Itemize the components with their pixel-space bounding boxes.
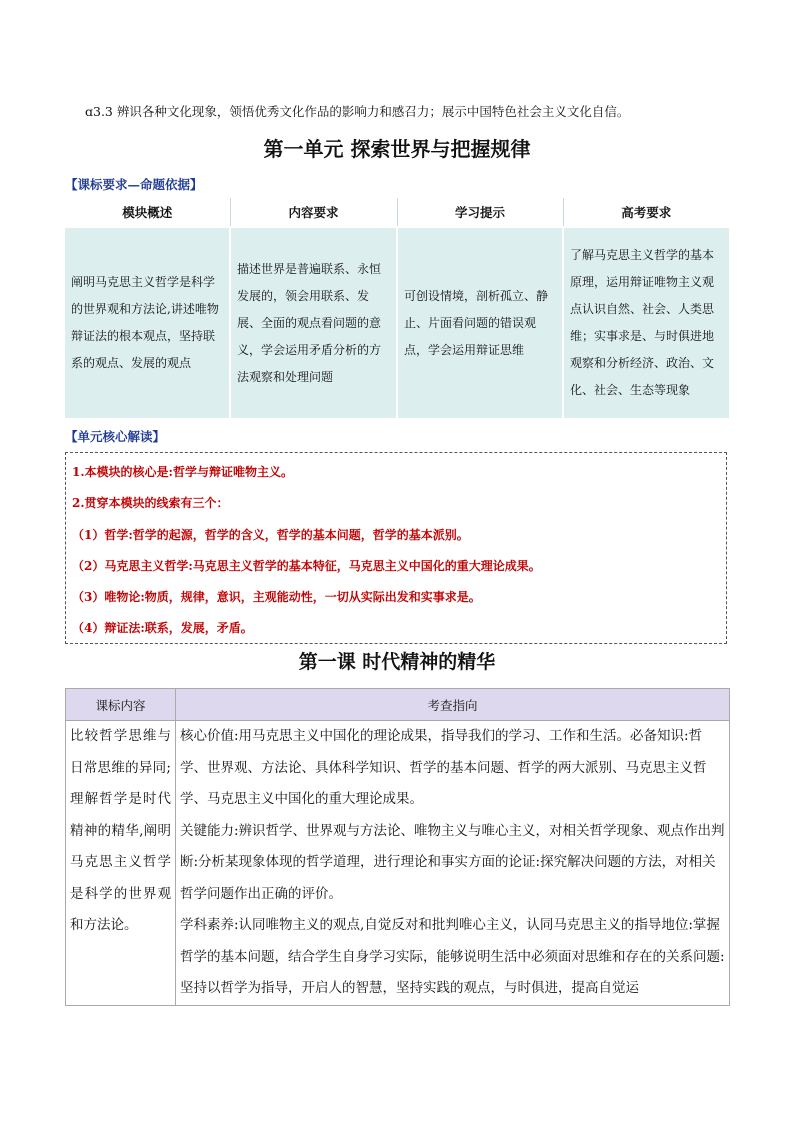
core-line: 1.本模块的核心是:哲学与辩证唯物主义。 bbox=[72, 465, 293, 479]
cell-content-requirements: 描述世界是普遍联系、永恒发展的，领会用联系、发展、全面的观点看问题的意义，学会运用矛盾分析的方法观察和处理问题 bbox=[230, 227, 397, 418]
standards-section-label: 【课标要求—命题依据】 bbox=[65, 177, 203, 192]
lesson-header-row bbox=[66, 689, 730, 721]
header-content-requirements: 内容要求 bbox=[230, 198, 397, 227]
core-line: （3）唯物论:物质，规律，意识，主观能动性，一切从实际出发和实事求是。 bbox=[72, 590, 481, 604]
core-line: （4）辩证法:联系，发展，矛盾。 bbox=[72, 621, 253, 635]
core-interpretation-box bbox=[65, 452, 727, 644]
lesson-title: 第一课 时代精神的精华 bbox=[298, 651, 496, 673]
cell-exam-requirements: 了解马克思主义哲学的基本原理，运用辩证唯物主义观点认识自然、社会、人类思维；实事求是、与时俱进地观察和分析经济、政治、文化、社会、生态等现象 bbox=[563, 227, 729, 418]
header-assessment-focus: 考查指向 bbox=[176, 689, 730, 721]
core-line: 2.贯穿本模块的线索有三个： bbox=[72, 496, 229, 510]
header-learning-tips: 学习提示 bbox=[397, 198, 563, 227]
cell-curriculum-content: 比较哲学思维与日常思维的异同;理解哲学是时代精神的精华,阐明马克思主义哲学是科学的世界观和方法论。 bbox=[66, 721, 176, 1006]
header-curriculum-content: 课标内容 bbox=[66, 689, 176, 721]
intro-text: ɑ3.3 辨识各种文化现象，领悟优秀文化作品的影响力和感召力；展示中国特色社会主义文化自信。 bbox=[85, 104, 630, 119]
standards-header-row bbox=[65, 198, 729, 227]
core-line: （2）马克思主义哲学:马克思主义哲学的基本特征，马克思主义中国化的重大理论成果。 bbox=[72, 559, 541, 573]
cell-assessment-focus bbox=[176, 721, 730, 1006]
cell-learning-tips: 可创设情境，剖析孤立、静止、片面看问题的错误观点，学会运用辩证思维 bbox=[397, 227, 563, 418]
assessment-paragraph: 学科素养:认同唯物主义的观点,自觉反对和批判唯心主义，认同马克思主义的指导地位:掌握哲学的基本问题，结合学生自身学习实际，能够说明生活中必须面对思维和存在的关系问题:坚持以哲学为指导，开启人的智慧，坚持实践的观点，与时俱进，提高自觉运 bbox=[180, 917, 725, 996]
unit-title: 第一单元 探索世界与把握规律 bbox=[263, 137, 531, 161]
standards-content-row bbox=[65, 227, 729, 418]
assessment-paragraph: 关键能力:辨识哲学、世界观与方法论、唯物主义与唯心主义，对相关哲学现象、观点作出判断:分析某现象体现的哲学道理，进行理论和事实方面的论证:探究解决问题的方法，对相关哲学问题作出正确的评价。 bbox=[180, 822, 725, 902]
core-section-label: 【单元核心解读】 bbox=[65, 429, 166, 444]
header-module-overview: 模块概述 bbox=[65, 198, 230, 227]
cell-module-overview: 阐明马克思主义哲学是科学的世界观和方法论,讲述唯物辩证法的根本观点，坚持联系的观点、发展的观点 bbox=[65, 227, 230, 418]
standards-table bbox=[65, 198, 729, 418]
lesson-table bbox=[65, 688, 730, 1006]
lesson-content-row bbox=[66, 721, 730, 1006]
core-line: （1）哲学:哲学的起源，哲学的含义，哲学的基本问题，哲学的基本派别。 bbox=[72, 528, 469, 542]
assessment-paragraph: 核心价值:用马克思主义中国化的理论成果，指导我们的学习、工作和生活。必备知识:哲学、世界观、方法论、具体科学知识、哲学的基本问题、哲学的两大派别、马克思主义哲学、马克思主义中国化的重大理论成果。 bbox=[180, 728, 707, 807]
header-exam-requirements: 高考要求 bbox=[563, 198, 729, 227]
